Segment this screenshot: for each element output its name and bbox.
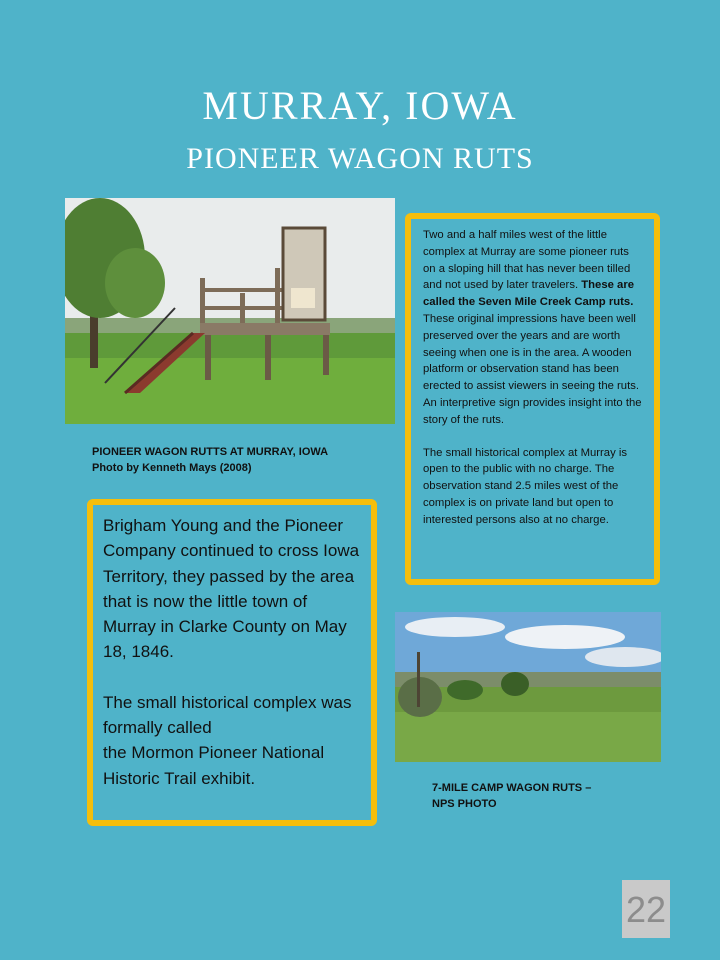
photo1-caption-line2: Photo by Kenneth Mays (2008): [92, 462, 252, 474]
para1-text-end: These original impressions have been well preserved over the years and are worth seeing when one is in the area. A wooden platform or observation stand has been erected to assist viewers in seeing the ruts. An interpretive sign provides insight into the story of the ruts.: [423, 312, 642, 426]
observation-stand-photo: [65, 198, 395, 424]
photo2-caption: [432, 780, 591, 812]
history-para1: Brigham Young and the Pioneer Company continued to cross Iowa Territory, they passed by the area that is now the little town of Murray in Clarke County on May 18, 1846.: [103, 516, 360, 662]
history-box: [87, 499, 377, 826]
photo2-caption-line2: NPS PHOTO: [432, 798, 497, 810]
para1-text-start: Two and a half miles west of the little complex at Murray are some pioneer ruts on a sloping hill that has never been tilled and not used by later travelers.: [423, 229, 631, 292]
photo2-caption-line1: 7-MILE CAMP WAGON RUTS –: [432, 782, 592, 794]
page-subtitle: PIONEER WAGON RUTS: [186, 142, 534, 175]
para1-bold-text: These are called the Seven Mile Creek Camp ruts.: [423, 279, 635, 309]
photo1-caption: [92, 444, 328, 476]
photo1-caption-line1: PIONEER WAGON RUTTS AT MURRAY, IOWA: [92, 446, 329, 458]
ruts-description-para2: The small historical complex at Murray is open to the public with no charge. The observation stand 2.5 miles west of the complex is on private land but open to interested persons also at no charge.: [423, 446, 628, 526]
history-para2-line1: The small historical complex was formally called: [103, 692, 352, 738]
history-para2-line2: the Mormon Pioneer National Historic Trail exhibit.: [103, 743, 325, 788]
page-title: MURRAY, IOWA: [202, 83, 518, 128]
ruts-description-box: [405, 213, 660, 585]
ruts-description-para1: [423, 227, 644, 429]
camp-wagon-ruts-photo: [395, 612, 661, 762]
page-number: 22: [622, 880, 670, 938]
